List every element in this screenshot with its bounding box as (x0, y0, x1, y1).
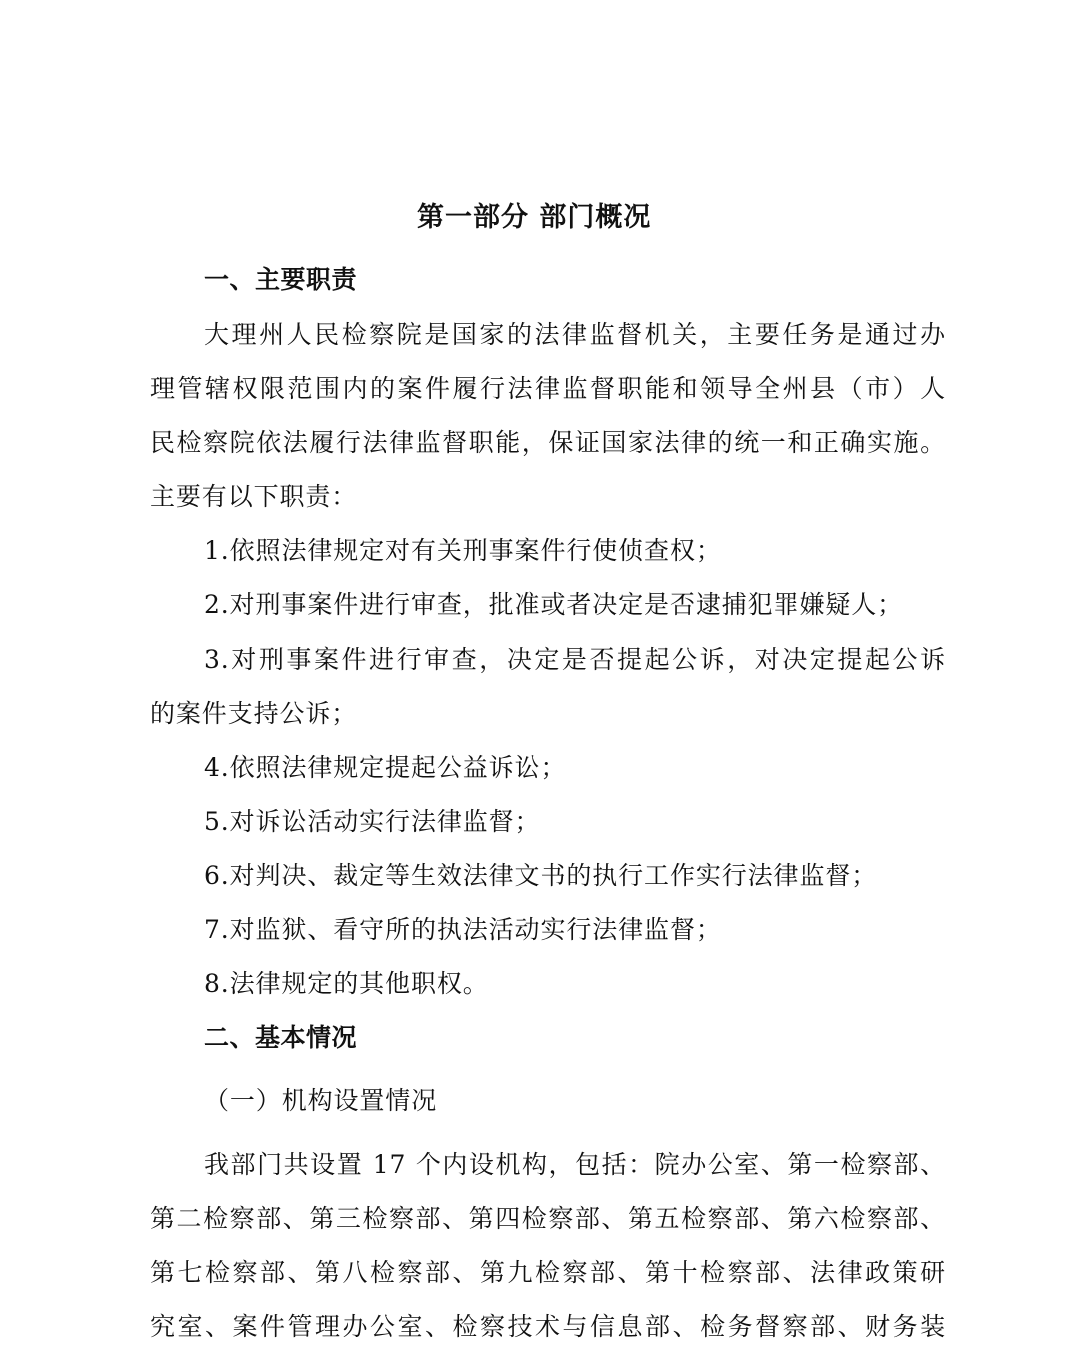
paragraph-line: 民检察院依法履行法律监督职能，保证国家法律的统一和正确实施。 (150, 428, 946, 457)
duty-item: 4.依照法律规定提起公益诉讼； (204, 753, 567, 782)
sub-heading-org-setup: （一）机构设置情况 (204, 1086, 438, 1115)
paragraph-line: 第二检察部、第三检察部、第四检察部、第五检察部、第六检察部、 (150, 1204, 946, 1233)
paragraph-line: 理管辖权限范围内的案件履行法律监督职能和领导全州县（市）人 (150, 374, 946, 403)
paragraph-line: 第七检察部、第八检察部、第九检察部、第十检察部、法律政策研 (150, 1258, 946, 1287)
part-title: 第一部分 部门概况 (417, 202, 652, 233)
duty-item: 5.对诉讼活动实行法律监督； (204, 807, 541, 836)
paragraph-line: 究室、案件管理办公室、检察技术与信息部、检务督察部、财务装 (150, 1312, 946, 1341)
duty-item: 6.对判决、裁定等生效法律文书的执行工作实行法律监督； (204, 861, 878, 890)
section-heading-main-duties: 一、主要职责 (204, 265, 358, 294)
paragraph-line: 大理州人民检察院是国家的法律监督机关，主要任务是通过办 (204, 320, 946, 349)
paragraph-line: 我部门共设置 17 个内设机构，包括：院办公室、第一检察部、 (204, 1150, 946, 1179)
paragraph-line: 主要有以下职责： (150, 482, 358, 511)
duty-item: 8.法律规定的其他职权。 (204, 969, 489, 998)
duty-item-continued: 的案件支持公诉； (150, 699, 358, 728)
duty-item: 1.依照法律规定对有关刑事案件行使侦查权； (204, 536, 722, 565)
duty-item: 3.对刑事案件进行审查，决定是否提起公诉，对决定提起公诉 (204, 645, 946, 674)
duty-item: 7.对监狱、看守所的执法活动实行法律监督； (204, 915, 722, 944)
section-heading-basic-info: 二、基本情况 (204, 1023, 358, 1052)
duty-item: 2.对刑事案件进行审查，批准或者决定是否逮捕犯罪嫌疑人； (204, 590, 904, 619)
